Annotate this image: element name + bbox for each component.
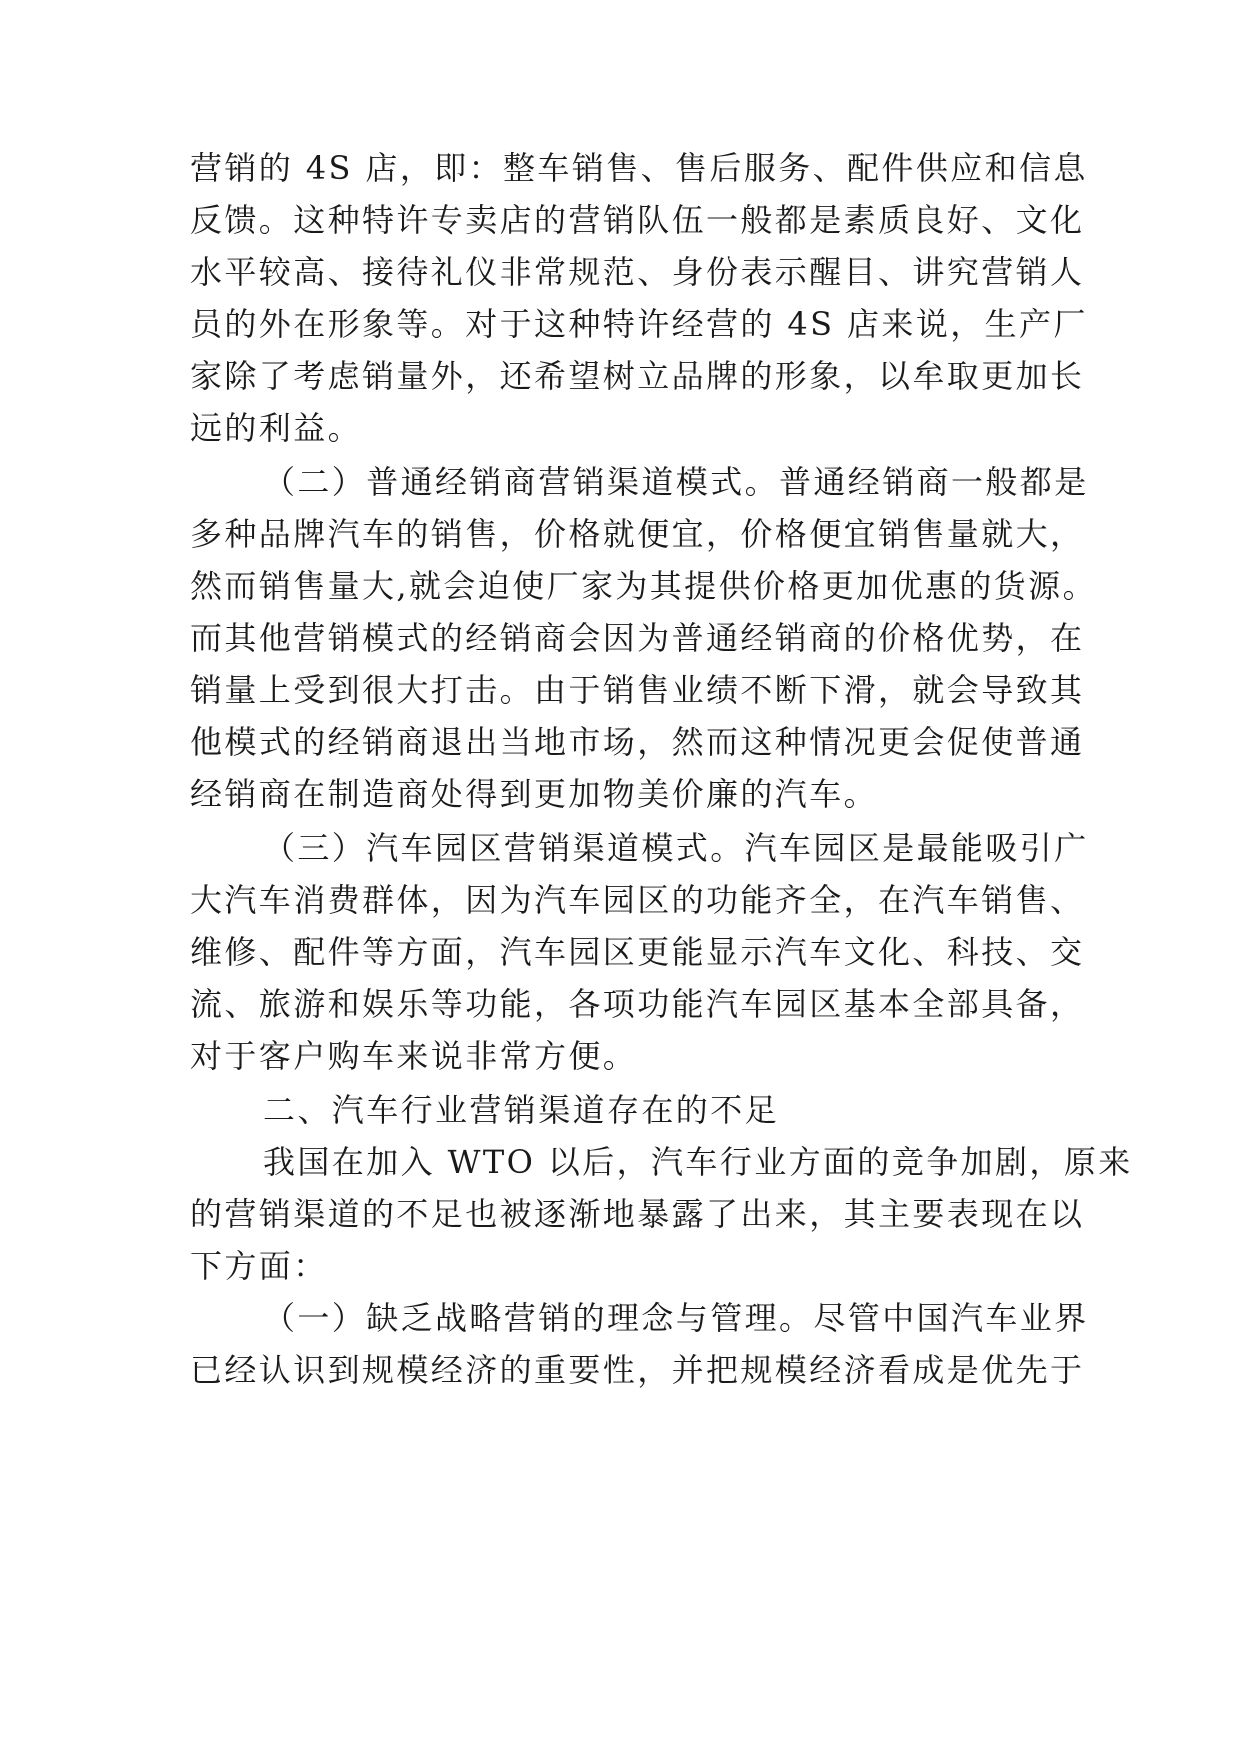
text-line: 我国在加入 WTO 以后，汽车行业方面的竞争加剧，原来: [263, 1143, 1133, 1181]
text-line: 销量上受到很大打击。由于销售业绩不断下滑，就会导致其: [190, 671, 1085, 709]
text-line: 已经认识到规模经济的重要性，并把规模经济看成是优先于: [190, 1351, 1085, 1389]
text-line: 然而销售量大,就会迫使厂家为其提供价格更加优惠的货源。: [190, 567, 1097, 605]
section-heading: 二、汽车行业营销渠道存在的不足: [263, 1091, 780, 1129]
text-line: 家除了考虑销量外，还希望树立品牌的形象，以牟取更加长: [190, 357, 1085, 395]
text-line: 经销商在制造商处得到更加物美价廉的汽车。: [190, 775, 879, 813]
text-line: 营销的 4S 店，即：整车销售、售后服务、配件供应和信息: [190, 149, 1088, 187]
section-heading: （一）缺乏战略营销的理念与管理。尽管中国汽车业界: [263, 1299, 1089, 1337]
text-line: 维修、配件等方面，汽车园区更能显示汽车文化、科技、交: [190, 933, 1085, 971]
text-line: 下方面：: [190, 1247, 328, 1285]
text-line: 多种品牌汽车的销售，价格就便宜，价格便宜销售量就大，: [190, 515, 1085, 553]
text-line: 大汽车消费群体，因为汽车园区的功能齐全，在汽车销售、: [190, 881, 1085, 919]
text-line: 对于客户购车来说非常方便。: [190, 1037, 638, 1075]
text-line: 员的外在形象等。对于这种特许经营的 4S 店来说，生产厂: [190, 305, 1088, 343]
text-line: 水平较高、接待礼仪非常规范、身份表示醒目、讲究营销人: [190, 253, 1085, 291]
text-line: 反馈。这种特许专卖店的营销队伍一般都是素质良好、文化: [190, 201, 1085, 239]
text-line: 他模式的经销商退出当地市场，然而这种情况更会促使普通: [190, 723, 1085, 761]
text-line: 而其他营销模式的经销商会因为普通经销商的价格优势，在: [190, 619, 1085, 657]
text-line: 流、旅游和娱乐等功能，各项功能汽车园区基本全部具备，: [190, 985, 1085, 1023]
text-line: 远的利益。: [190, 409, 363, 447]
section-heading: （三）汽车园区营销渠道模式。汽车园区是最能吸引广: [263, 829, 1089, 867]
text-line: 的营销渠道的不足也被逐渐地暴露了出来，其主要表现在以: [190, 1195, 1085, 1233]
section-heading: （二）普通经销商营销渠道模式。普通经销商一般都是: [263, 463, 1089, 501]
